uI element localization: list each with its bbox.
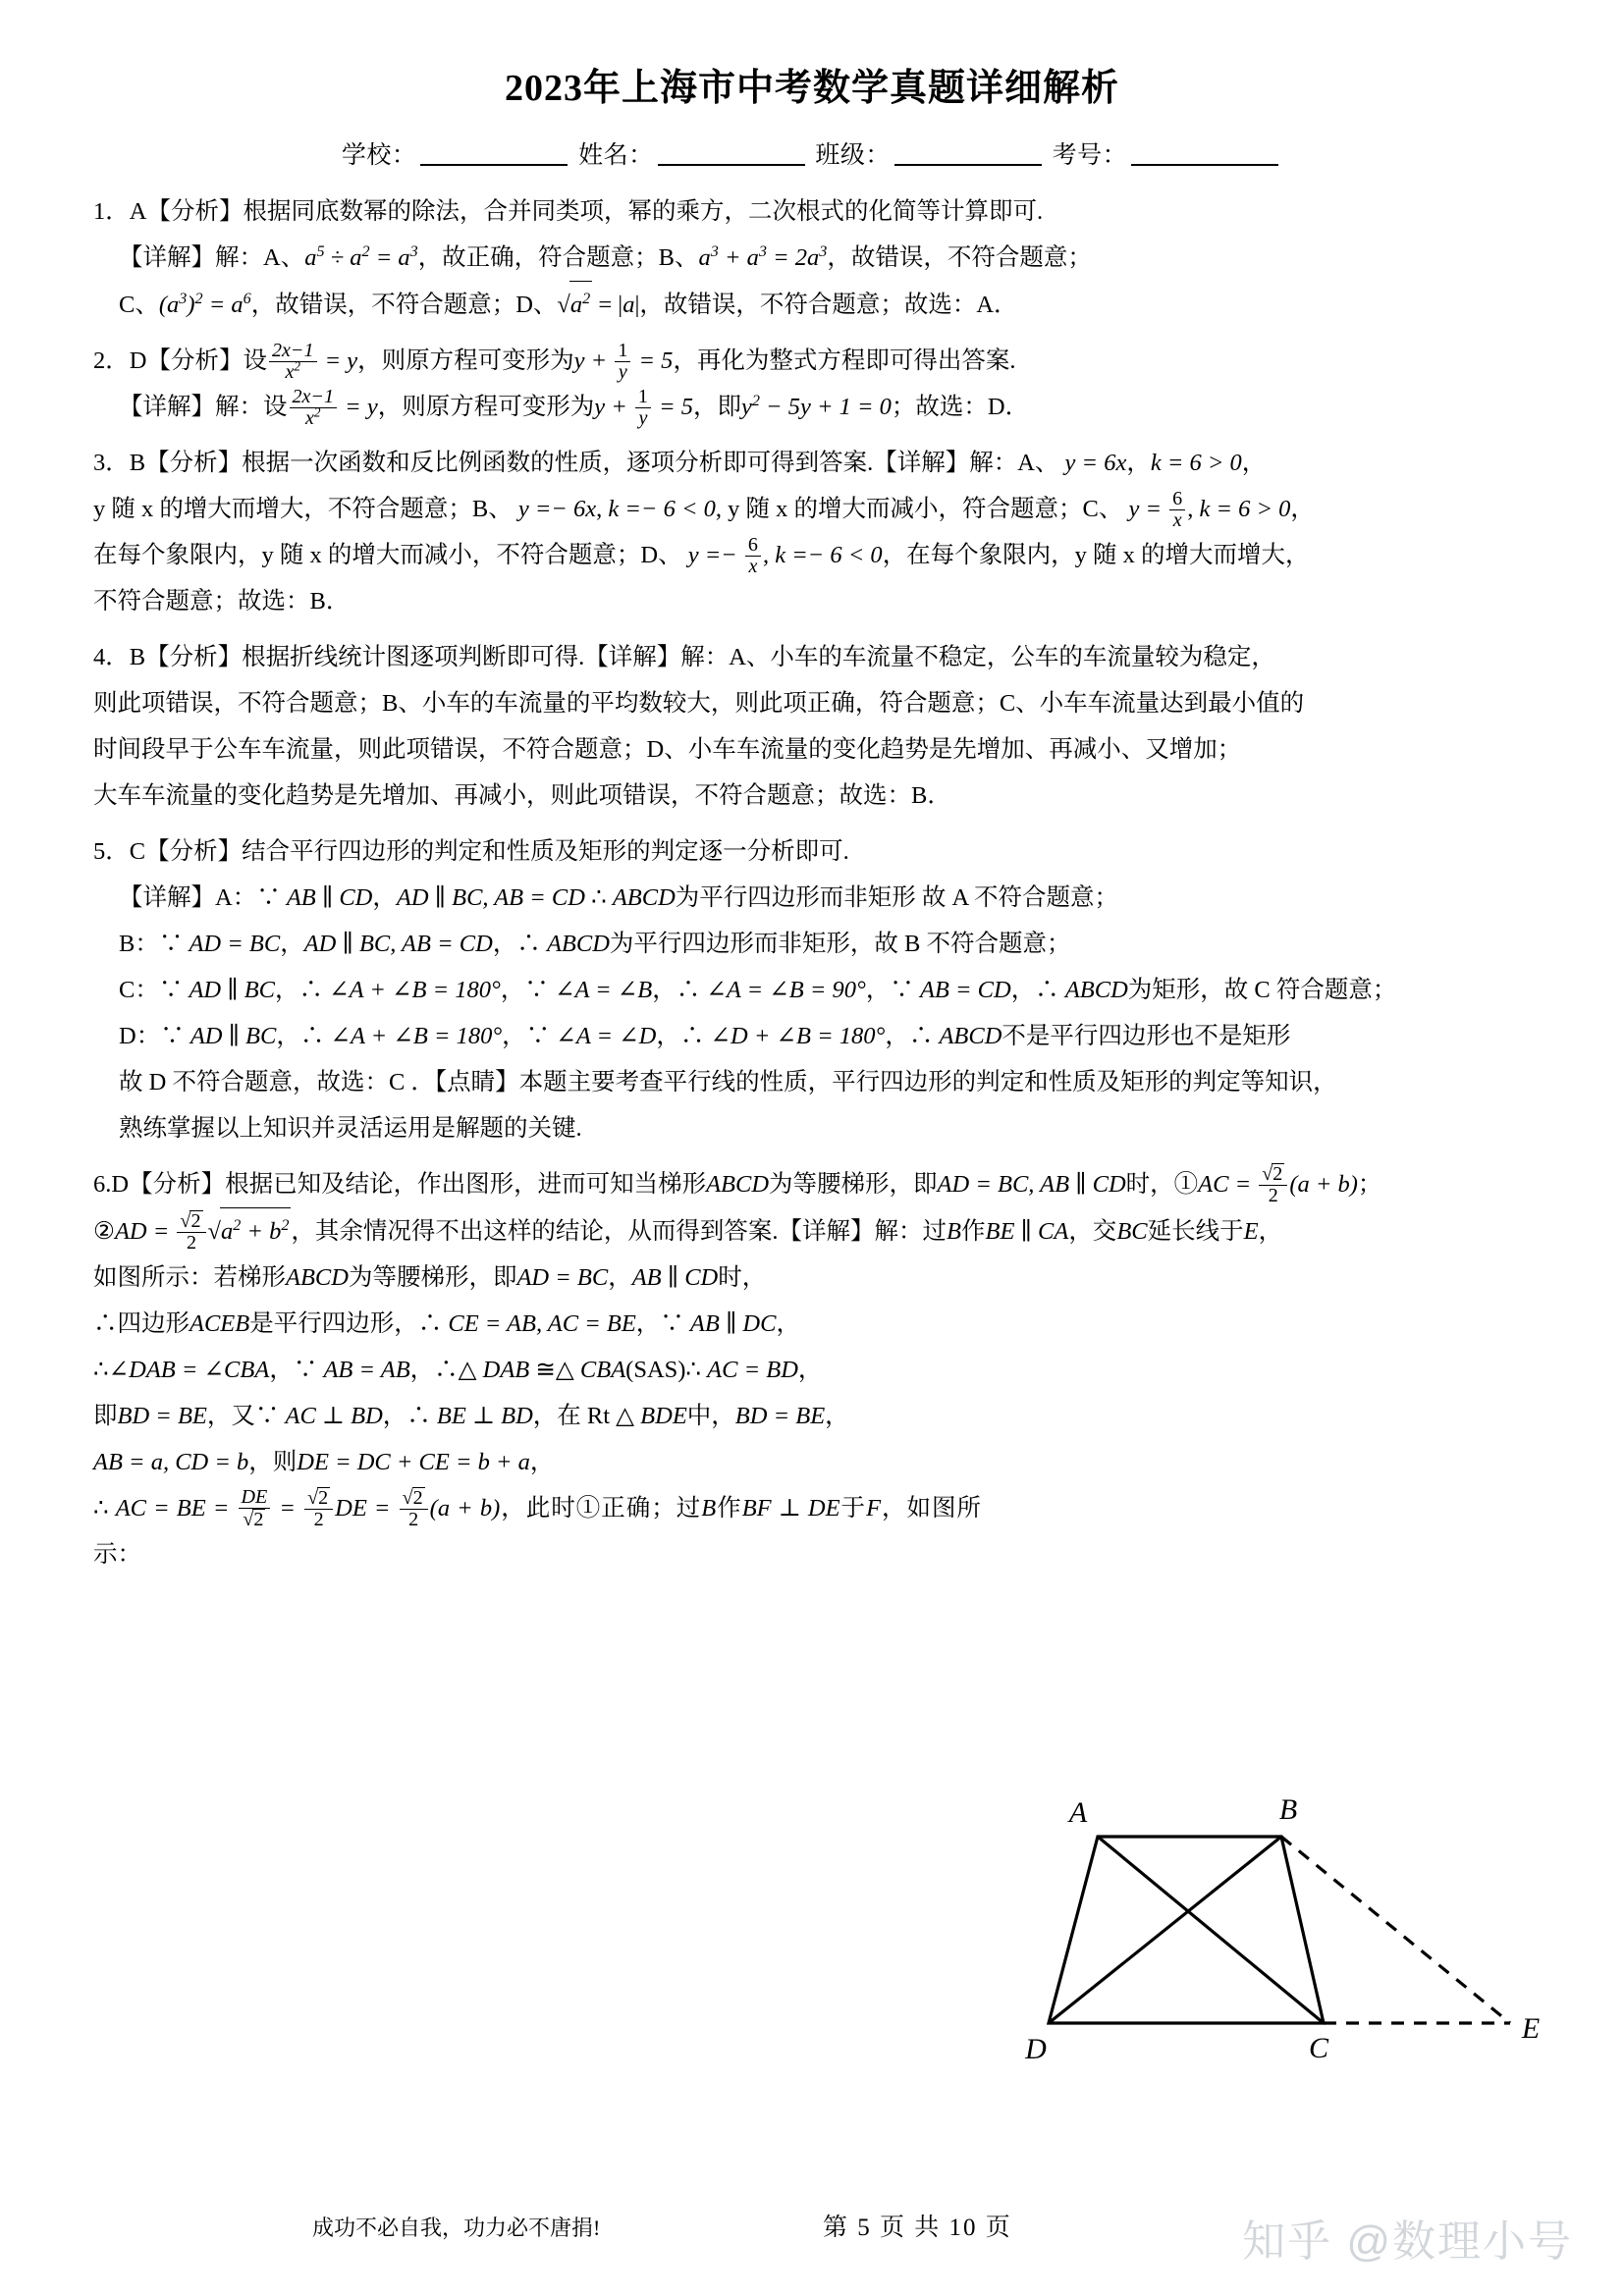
- solution-q3-line2: y 随 x 的增大而增大，不符合题意；B、 y =− 6x, k =− 6 < 0, y 随 x 的增大而减小，符合题意；C、 y = $\frac{6}{x}$ , k = 6 > 0，: [93, 487, 1315, 532]
- q1-analysis-text: 根据同底数幂的除法，合并同类项，幂的乘方，二次根式的化简等计算即可.: [243, 197, 1044, 225]
- solution-q3-line4: 不符合题意；故选：B．: [93, 587, 351, 614]
- q1-number: 1: [93, 197, 106, 225]
- field-examno: [1053, 142, 1283, 169]
- solution-q6-line8: ∴ AC = BE = $\frac{DE}{√2}$ = $\frac{√2}{2}$ DE = $\frac{√2}{2}$ (a + b)，此时①正确；过B作BF ⊥ DE于F，如图所示：: [93, 1485, 982, 1568]
- field-class: [815, 142, 1046, 169]
- q5-answer: C: [129, 837, 146, 865]
- solution-q5-line-b: B：∵ AD = BC，AD ∥ BC, AB = CD，∴ ABCD为平行四边形而非矩形，故 B 不符合题意；: [119, 930, 1071, 957]
- solution-q6-line5: ∴∠DAB = ∠CBA，∵ AB = AB，∴△ DAB ≅△ CBA(SAS)∴ AC = BD，: [93, 1356, 823, 1383]
- q6-number: 6: [93, 1170, 106, 1198]
- field-class-label: 班级：: [815, 141, 891, 169]
- q5-analysis-tag: 【分析】: [145, 837, 243, 865]
- diagonal-bd: [1049, 1837, 1281, 2023]
- field-name: [578, 142, 809, 169]
- q6-detail-tag: 【详解】: [778, 1217, 875, 1245]
- solution-q5-analysis: 5．C【分析】结合平行四边形的判定和性质及矩形的判定逐一分析即可.: [93, 837, 849, 865]
- vertex-label-a: A: [1068, 1796, 1088, 1829]
- q3-analysis-text: 根据一次函数和反比例函数的性质，逐项分析即可得到答案.: [242, 449, 874, 476]
- page-title: 2023年上海市中考数学真题详细解析: [504, 68, 1119, 109]
- solution-q6-line6: 即BD = BE，又∵ AC ⊥ BD，∴ BE ⊥ BD，在 Rt △ BDE中，BD = BE，: [93, 1402, 849, 1429]
- field-name-label: 姓名：: [578, 141, 654, 169]
- solution-q4-analysis: 4．B【分析】根据折线统计图逐项判断即可得.【详解】解：A、小车的车流量不稳定，公车的车流量较为稳定，: [93, 643, 1275, 670]
- vertex-label-b: B: [1278, 1793, 1298, 1826]
- solution-q4-line4: 大车车流量的变化趋势是先增加、再减小，则此项错误，不符合题意；故选：B．: [93, 781, 951, 809]
- solution-q2-analysis: 2．D【分析】设 $\frac{2x-1}{x^2}$ = y，则原方程可变形为y + $\frac{1}{y}$ = 5，再化为整式方程即可得出答案.: [93, 339, 1016, 384]
- vertex-label-e: E: [1521, 2012, 1541, 2045]
- solution-q5-line-insight2: 熟练掌握以上知识并灵活运用是解题的关键.: [119, 1114, 582, 1142]
- solution-q6-line4: ∴四边形ACEB是平行四边形，∴ CE = AB, AC = BE，∵ AB ∥ DC，: [93, 1309, 800, 1337]
- diagonal-ac: [1098, 1837, 1324, 2023]
- q4-analysis-tag: 【分析】: [145, 643, 243, 670]
- trapezoid-abcde-diagram: [992, 1775, 1542, 2069]
- solution-q3-line3: 在每个象限内，y 随 x 的增大而减小，不符合题意；D、 y =− $\frac{6}{x}$ , k =− 6 < 0，在每个象限内，y 随 x 的增大而增大，: [93, 533, 1310, 578]
- field-examno-blank[interactable]: [1131, 164, 1278, 166]
- vertex-label-c: C: [1308, 2032, 1329, 2064]
- trapezoid-outline: [1049, 1837, 1324, 2023]
- solution-q5-line-a: 【详解】A：∵ AB ∥ CD，AD ∥ BC, AB = CD ∴ ABCD为平行四边形而非矩形 故 A 不符合题意；: [119, 883, 1118, 911]
- q2-answer: D: [129, 347, 147, 374]
- solution-q6-analysis: 6.D【分析】根据已知及结论，作出图形，进而可知当梯形ABCD为等腰梯形，即AD = BC, AB ∥ CD时，①AC = $\frac{√2}{2}$ (a + b)；: [93, 1162, 1382, 1207]
- q4-analysis-text: 根据折线统计图逐项判断即可得.: [242, 643, 585, 670]
- solutions-body: [93, 188, 1531, 1577]
- q3-answer: B: [129, 449, 146, 476]
- field-examno-label: 考号：: [1052, 141, 1128, 169]
- field-name-blank[interactable]: [658, 164, 805, 166]
- q1-answer: A: [129, 197, 147, 225]
- solution-q1-detail-line2: C、$(a^3)^2 = a^6$，故错误，不符合题意；D、$√a^2 = |a|$，故错误，不符合题意；故选：A．: [93, 281, 1531, 328]
- q3-analysis-tag: 【分析】: [145, 449, 243, 476]
- q2-number: 2: [93, 347, 106, 374]
- solution-q5-line-d: D：∵ AD ∥ BC，∴ ∠A + ∠B = 180°，∵ ∠A = ∠D，∴ ∠D + ∠B = 180°，∴ ABCD不是平行四边形也不是矩形: [119, 1022, 1291, 1049]
- figure-float-spacer: [981, 1255, 1531, 1539]
- solution-q1-detail-line1: 【详解】解：A、$a^5 \div a^2 = a^3$，故正确，符合题意；B、$a^3 + a^3 = 2a^3$，故错误，不符合题意；: [119, 242, 1092, 271]
- q1-detail-tag: 【详解】: [119, 243, 215, 271]
- footer-page-number: 第 5 页 共 10 页: [823, 2215, 1012, 2241]
- q4-detail-tag: 【详解】: [584, 643, 681, 670]
- solution-q6-line7: AB = a, CD = b，则DE = DC + CE = b + a，: [93, 1448, 555, 1475]
- q1-analysis-tag: 【分析】: [146, 197, 244, 225]
- solution-q6-line2: ②AD = $\frac{√2}{2}$ $√a^2 + b^2$，其余情况得不出这样的结论，从而得到答案.【详解】解：过B作BE ∥ CA，交BC延长线于E，: [93, 1207, 1531, 1255]
- field-class-blank[interactable]: [894, 164, 1042, 166]
- q5-number: 5: [93, 837, 106, 865]
- solution-q2-detail-line1: 【详解】解：设 $\frac{2x-1}{x^2}$ = y，则原方程可变形为y + $\frac{1}{y}$ = 5，即$y^2 - 5y + 1 = 0$；故选：D．: [119, 385, 1030, 430]
- q6-analysis-tag: 【分析】: [129, 1170, 226, 1198]
- q3-number: 3: [93, 449, 106, 476]
- q5-analysis-text: 结合平行四边形的判定和性质及矩形的判定逐一分析即可.: [242, 837, 849, 865]
- solution-q3-analysis: 3．B【分析】根据一次函数和反比例函数的性质，逐项分析即可得到答案.【详解】解：A、 y = 6x，k = 6 > 0，: [93, 449, 1267, 476]
- solution-q4-line3: 时间段早于公车车流量，则此项错误，不符合题意；D、小车车流量的变化趋势是先增加、再减小、又增加；: [93, 735, 1242, 763]
- q4-answer: B: [129, 643, 146, 670]
- diagram-svg: [992, 1775, 1542, 2069]
- q2-detail-tag: 【详解】: [119, 393, 215, 420]
- watermark: 知乎 @数理小号: [1242, 2217, 1573, 2266]
- q6-answer: D: [111, 1170, 130, 1198]
- solution-q4-line2: 则此项错误，不符合题意；B、小车的车流量的平均数较大，则此项正确，符合题意；C、小车车流量达到最小值的: [93, 689, 1305, 717]
- solution-q5-line-c: C：∵ AD ∥ BC，∴ ∠A + ∠B = 180°，∵ ∠A = ∠B，∴ ∠A = ∠B = 90°，∵ AB = CD，∴ ABCD为矩形，故 C 符合题意；: [119, 976, 1397, 1003]
- q4-number: 4: [93, 643, 106, 670]
- q3-detail-tag: 【详解】: [873, 449, 970, 476]
- q2-analysis-tag: 【分析】: [146, 347, 244, 374]
- q5-insight-tag: 【点睛】: [434, 1068, 519, 1095]
- field-school-blank[interactable]: [420, 164, 568, 166]
- q5-detail-tag: 【详解】: [119, 883, 215, 911]
- solution-q1-analysis: 1．A【分析】根据同底数幂的除法，合并同类项，幂的乘方，二次根式的化简等计算即可.: [93, 197, 1044, 225]
- footer-motto: 成功不必自我，功力必不唐捐!: [312, 2216, 601, 2240]
- field-school: [342, 142, 572, 169]
- solution-q5-line-conclusion: 故 D 不符合题意，故选：C ．【点睛】本题主要考查平行线的性质，平行四边形的判定和性质及矩形的判定等知识，: [119, 1068, 1337, 1095]
- vertex-label-d: D: [1025, 2033, 1047, 2065]
- field-school-label: 学校：: [341, 141, 417, 169]
- solution-q6-line3: 如图所示：若梯形ABCD为等腰梯形，即AD = BC，AB ∥ CD时，: [93, 1263, 767, 1291]
- student-info-header: [93, 135, 1531, 171]
